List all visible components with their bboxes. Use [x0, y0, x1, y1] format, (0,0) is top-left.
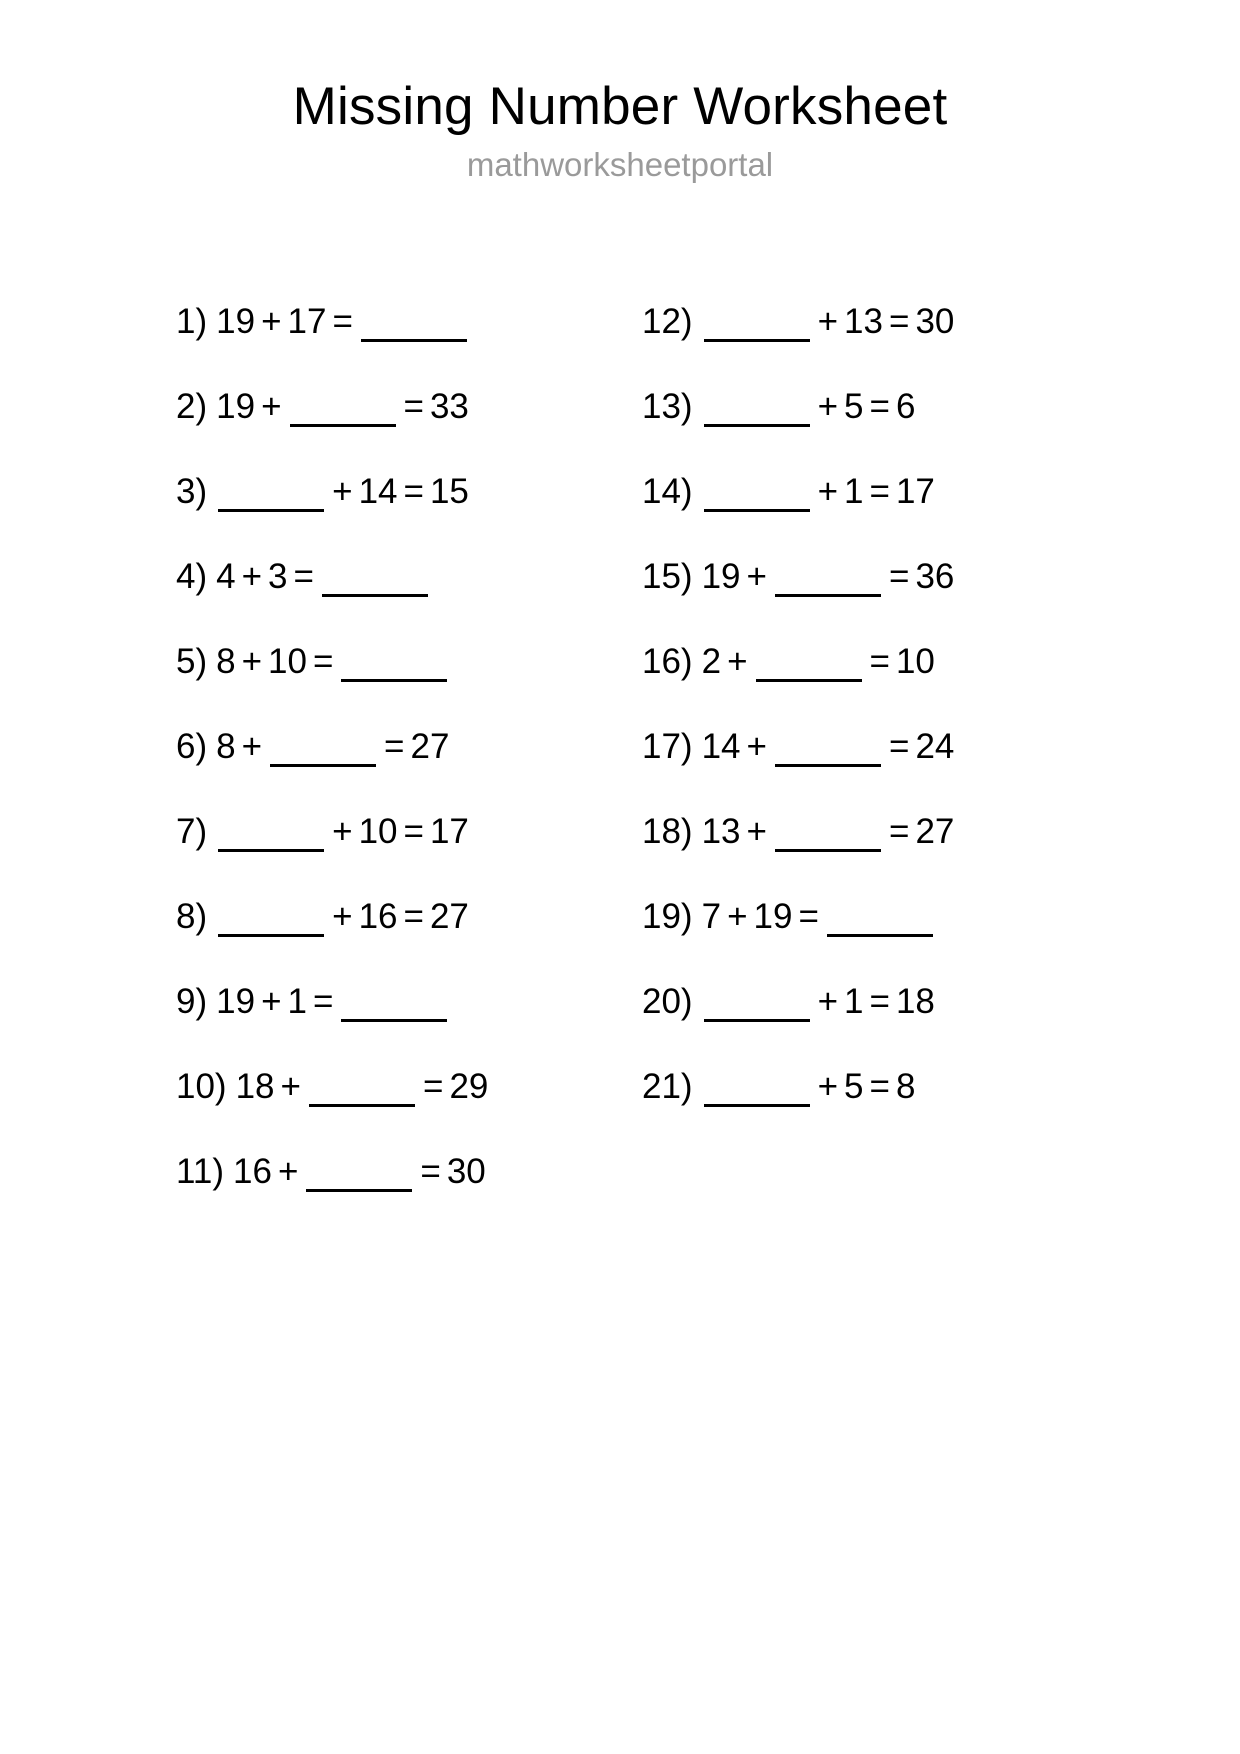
problem-number: 8)	[176, 897, 208, 936]
equals-sign: =	[332, 302, 353, 341]
operand-b: 1	[844, 472, 864, 511]
left-column	[176, 300, 626, 1235]
answer-blank-result[interactable]	[361, 309, 467, 342]
problem-row	[642, 470, 1092, 555]
equals-sign: =	[869, 387, 890, 426]
plus-sign: +	[332, 812, 353, 851]
problem-number: 16)	[642, 642, 693, 681]
problem-expression	[216, 300, 469, 344]
problem-expression	[702, 555, 955, 599]
problem-expression	[216, 810, 469, 854]
plus-sign: +	[261, 982, 282, 1021]
problem-expression	[216, 470, 469, 514]
problem-list	[0, 300, 1240, 1235]
plus-sign: +	[746, 812, 767, 851]
problem-expression	[233, 1150, 486, 1194]
problem-row	[176, 725, 626, 810]
operand-b: 10	[358, 812, 398, 851]
worksheet-header	[0, 0, 1240, 184]
equals-sign: =	[888, 727, 910, 766]
equals-sign: =	[869, 642, 890, 681]
operand-result: 33	[429, 387, 469, 426]
operand-b: 5	[844, 387, 864, 426]
problem-row	[642, 555, 1092, 640]
problem-expression	[702, 810, 955, 854]
right-column	[642, 300, 1092, 1150]
problem-expression	[216, 640, 449, 684]
operand-a: 19	[701, 557, 741, 596]
operand-result: 6	[895, 387, 916, 426]
operand-b: 17	[287, 302, 327, 341]
plus-sign: +	[817, 302, 839, 341]
operand-a: 8	[216, 642, 236, 681]
problem-row	[642, 810, 1092, 895]
problem-number: 4)	[176, 557, 208, 596]
answer-blank-a[interactable]	[704, 1074, 810, 1107]
problem-expression	[702, 895, 935, 939]
problem-number: 20)	[642, 982, 693, 1021]
answer-blank-a[interactable]	[218, 479, 324, 512]
answer-blank-a[interactable]	[704, 479, 810, 512]
operand-b: 1	[844, 982, 864, 1021]
plus-sign: +	[817, 387, 839, 426]
problem-number: 19)	[642, 897, 693, 936]
equals-sign: =	[293, 557, 314, 596]
problem-row	[642, 300, 1092, 385]
problem-number: 5)	[176, 642, 208, 681]
answer-blank-result[interactable]	[341, 649, 447, 682]
equals-sign: =	[869, 472, 890, 511]
problem-expression	[216, 385, 469, 429]
operand-a: 2	[701, 642, 722, 681]
problem-row	[176, 555, 626, 640]
equals-sign: =	[888, 302, 910, 341]
plus-sign: +	[241, 642, 263, 681]
operand-a: 8	[216, 727, 236, 766]
problem-number: 3)	[176, 472, 208, 511]
equals-sign: =	[312, 982, 334, 1021]
operand-result: 27	[915, 812, 955, 851]
operand-result: 36	[915, 557, 955, 596]
operand-b: 1	[287, 982, 307, 1021]
problem-number: 11)	[176, 1152, 224, 1191]
plus-sign: +	[332, 897, 353, 936]
operand-result: 17	[429, 812, 469, 851]
answer-blank-b[interactable]	[775, 564, 881, 597]
operand-b: 14	[358, 472, 398, 511]
operand-b: 3	[268, 557, 288, 596]
operand-a: 14	[701, 727, 741, 766]
plus-sign: +	[332, 472, 353, 511]
problem-number: 7)	[176, 812, 208, 851]
answer-blank-b[interactable]	[309, 1074, 415, 1107]
problem-number: 15)	[642, 557, 693, 596]
operand-b: 13	[844, 302, 883, 341]
operand-result: 18	[895, 982, 935, 1021]
operand-b: 10	[268, 642, 307, 681]
problem-number: 9)	[176, 982, 208, 1021]
problem-expression	[702, 980, 935, 1024]
operand-a: 7	[701, 897, 722, 936]
problem-row	[176, 1065, 626, 1150]
plus-sign: +	[817, 472, 839, 511]
answer-blank-a[interactable]	[218, 819, 324, 852]
plus-sign: +	[280, 1067, 301, 1106]
problem-row	[176, 895, 626, 980]
problem-row	[642, 640, 1092, 725]
problem-row	[176, 300, 626, 385]
plus-sign: +	[277, 1152, 299, 1191]
operand-a: 19	[216, 387, 256, 426]
operand-a: 18	[235, 1067, 275, 1106]
problem-number: 2)	[176, 387, 208, 426]
problem-expression	[236, 1065, 489, 1109]
problem-expression	[216, 980, 449, 1024]
equals-sign: =	[384, 727, 405, 766]
problem-expression	[702, 300, 955, 344]
answer-blank-b[interactable]	[775, 819, 881, 852]
plus-sign: +	[261, 387, 282, 426]
operand-result: 27	[429, 897, 469, 936]
problem-row	[642, 725, 1092, 810]
operand-result: 27	[410, 727, 450, 766]
problem-row	[176, 470, 626, 555]
plus-sign: +	[817, 1067, 839, 1106]
problem-row	[642, 980, 1092, 1065]
answer-blank-a[interactable]	[704, 309, 810, 342]
equals-sign: =	[312, 642, 334, 681]
operand-result: 30	[446, 1152, 486, 1191]
problem-expression	[216, 725, 449, 769]
answer-blank-a[interactable]	[704, 989, 810, 1022]
problem-row	[176, 385, 626, 470]
operand-b: 16	[358, 897, 398, 936]
problem-expression	[216, 895, 469, 939]
problem-number: 13)	[642, 387, 693, 426]
operand-result: 8	[895, 1067, 916, 1106]
answer-blank-a[interactable]	[218, 904, 324, 937]
operand-b: 19	[753, 897, 793, 936]
operand-result: 17	[895, 472, 935, 511]
operand-result: 10	[895, 642, 935, 681]
operand-a: 16	[233, 1152, 272, 1191]
plus-sign: +	[727, 897, 748, 936]
problem-number: 6)	[176, 727, 208, 766]
equals-sign: =	[869, 1067, 890, 1106]
equals-sign: =	[403, 812, 424, 851]
answer-blank-b[interactable]	[775, 734, 881, 767]
problem-row	[176, 810, 626, 895]
equals-sign: =	[420, 1152, 441, 1191]
answer-blank-b[interactable]	[306, 1159, 412, 1192]
plus-sign: +	[746, 727, 767, 766]
problem-number: 17)	[642, 727, 693, 766]
problem-expression	[702, 470, 935, 514]
problem-number: 10)	[176, 1067, 227, 1106]
equals-sign: =	[403, 472, 424, 511]
problem-row	[176, 640, 626, 725]
problem-expression	[216, 555, 430, 599]
worksheet-subtitle: mathworksheetportal	[466, 146, 774, 184]
operand-a: 4	[216, 557, 236, 596]
answer-blank-a[interactable]	[704, 394, 810, 427]
operand-a: 19	[216, 302, 256, 341]
plus-sign: +	[746, 557, 767, 596]
operand-a: 19	[216, 982, 256, 1021]
problem-number: 14)	[642, 472, 693, 511]
equals-sign: =	[888, 812, 910, 851]
problem-row	[176, 980, 626, 1065]
answer-blank-result[interactable]	[322, 564, 428, 597]
problem-expression	[702, 1065, 916, 1109]
problem-row	[642, 895, 1092, 980]
operand-b: 5	[844, 1067, 864, 1106]
equals-sign: =	[403, 387, 424, 426]
plus-sign: +	[817, 982, 839, 1021]
problem-number: 18)	[642, 812, 693, 851]
equals-sign: =	[422, 1067, 444, 1106]
problem-expression	[702, 640, 935, 684]
equals-sign: =	[888, 557, 910, 596]
plus-sign: +	[261, 302, 282, 341]
equals-sign: =	[869, 982, 890, 1021]
operand-a: 13	[701, 812, 741, 851]
problem-row	[642, 385, 1092, 470]
plus-sign: +	[241, 727, 263, 766]
problem-expression	[702, 385, 916, 429]
problem-row	[642, 1065, 1092, 1150]
problem-number: 12)	[642, 302, 693, 341]
answer-blank-b[interactable]	[290, 394, 396, 427]
answer-blank-b[interactable]	[270, 734, 376, 767]
problem-row	[176, 1150, 626, 1235]
answer-blank-b[interactable]	[756, 649, 862, 682]
operand-result: 30	[915, 302, 955, 341]
plus-sign: +	[727, 642, 748, 681]
equals-sign: =	[798, 897, 819, 936]
operand-result: 24	[915, 727, 955, 766]
problem-number: 1)	[176, 302, 208, 341]
page-title: Missing Number Worksheet	[292, 77, 948, 136]
operand-result: 29	[449, 1067, 489, 1106]
operand-result: 15	[429, 472, 469, 511]
equals-sign: =	[403, 897, 424, 936]
problem-number: 21)	[642, 1067, 693, 1106]
plus-sign: +	[241, 557, 263, 596]
answer-blank-result[interactable]	[341, 989, 447, 1022]
answer-blank-result[interactable]	[827, 904, 933, 937]
problem-expression	[702, 725, 955, 769]
